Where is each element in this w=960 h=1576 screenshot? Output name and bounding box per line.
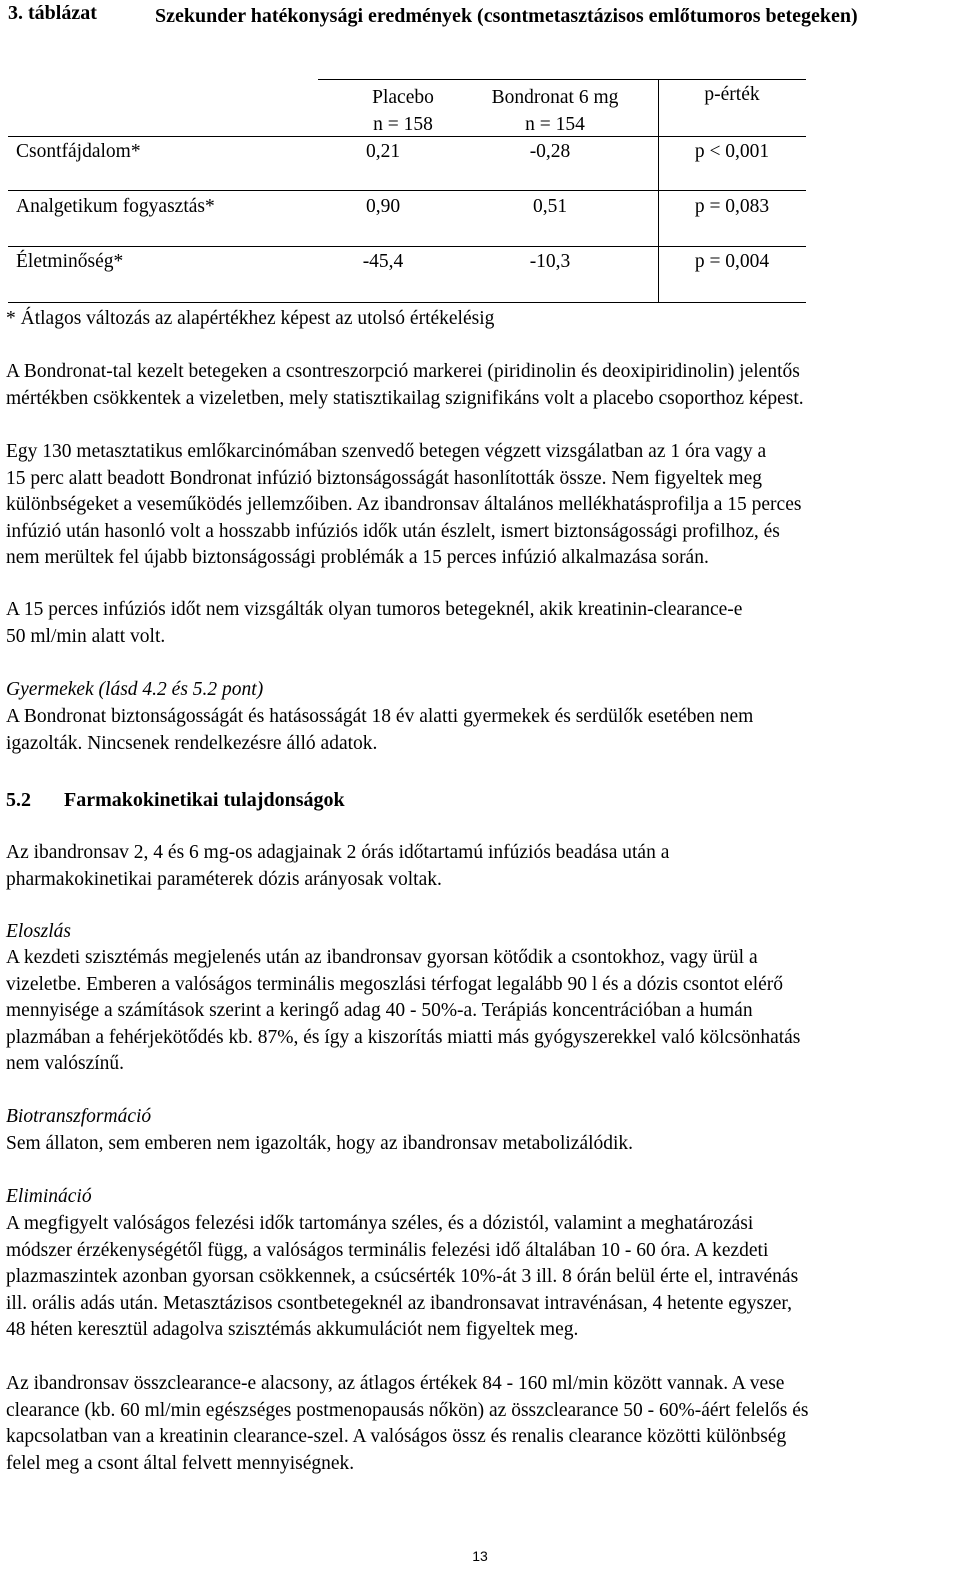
text-line: A kezdeti szisztémás megjelenés után az ibandronsav gyorsan kötődik a csontokhoz, vagy ürül a <box>6 947 758 968</box>
text-line: Az ibandronsav összclearance-e alacsony, az átlagos értékek 84 - 160 ml/min között vannak. A vese <box>6 1373 785 1394</box>
column-header-p-value: p-érték <box>704 84 760 105</box>
text-line: Egy 130 metasztatikus emlőkarcinómában szenvedő betegen végzett vizsgálatban az 1 óra vagy a <box>6 441 767 462</box>
section-title: Farmakokinetikai tulajdonságok <box>64 789 345 811</box>
cell-bondronat: -0,28 <box>529 141 571 162</box>
paragraph-distribution <box>6 945 956 1078</box>
table-label: 3. táblázat <box>8 2 97 24</box>
text-line: plazmában a fehérjekötődés kb. 87%, és így a kiszorítás miatti más gyógyszerekkel való kölcsönhatás <box>6 1026 801 1048</box>
table-row-rule <box>8 190 806 191</box>
column-header-placebo <box>318 84 488 138</box>
paragraph-creatinine <box>6 597 956 650</box>
text-line: felel meg a csont által felvett mennyiségnek. <box>6 1452 355 1474</box>
paragraph-biotransformation <box>6 1131 956 1158</box>
text-line: 50 ml/min alatt volt. <box>6 625 166 647</box>
text-line: A Bondronat-tal kezelt betegeken a csontreszorpció markerei (piridinolin és deoxipiridinolin) jelentős <box>6 361 800 382</box>
paragraph-bone-markers <box>6 359 956 412</box>
table-footnote: * Átlagos változás az alapértékhez képest az utolsó értékelésig <box>6 308 495 329</box>
cell-placebo: -45,4 <box>362 251 404 272</box>
paragraph-clearance <box>6 1371 956 1477</box>
text-line: Sem állaton, sem emberen nem igazolták, hogy az ibandronsav metabolizálódik. <box>6 1133 634 1154</box>
table-title: Szekunder hatékonysági eredmények (csontmetasztázisos emlőtumoros betegeken) <box>155 5 858 27</box>
cell-p-value: p < 0,001 <box>694 141 770 162</box>
cell-bondronat: -10,3 <box>529 251 571 272</box>
row-label: Analgetikum fogyasztás* <box>16 196 215 217</box>
cell-placebo: 0,21 <box>365 141 401 162</box>
text-line: pharmakokinetikai paraméterek dózis arányosak voltak. <box>6 868 442 890</box>
text-line: A Bondronat biztonságosságát és hatásosságát 18 év alatti gyermekek és serdülők esetében nem <box>6 706 754 727</box>
text-line: infúzió után hasonló volt a hosszabb infúziós idők után észlelt, ismert biztonságossági profilhoz, és <box>6 520 780 542</box>
paragraph-pk-intro <box>6 840 956 893</box>
text-line: Az ibandronsav 2, 4 és 6 mg-os adagjainak 2 órás időtartamú infúziós beadása után a <box>6 842 670 863</box>
text-line: kapcsolatban van a kreatinin clearance-szel. A valóságos össz és renalis clearance közötti különbség <box>6 1426 787 1447</box>
cell-placebo: 0,90 <box>365 196 401 217</box>
table-top-rule <box>318 79 806 80</box>
text-line: A megfigyelt valóságos felezési idők tartománya széles, és a dózistól, valamint a meghatározási <box>6 1213 754 1234</box>
section-number: 5.2 <box>6 789 31 811</box>
table-row-rule <box>8 246 806 247</box>
cell-p-value: p = 0,004 <box>694 251 770 272</box>
column-header-bondronat <box>470 84 640 138</box>
paragraph-infusion-study <box>6 439 956 572</box>
column-header-bondronat-n: n = 154 <box>525 114 585 135</box>
text-line: ill. orális adás után. Metasztázisos csontbetegeknél az ibandronsavat intravénásan, 4 hetente egyszer, <box>6 1292 792 1314</box>
column-header-placebo-n: n = 158 <box>373 114 433 135</box>
text-line: nem merültek fel újabb biztonságossági problémák a 15 perces infúzió alkalmazása során. <box>6 547 709 568</box>
text-line: módszer érzékenységétől függ, a valóságos terminális felezési idő általában 10 - 60 óra. A kezdeti <box>6 1239 769 1261</box>
text-line: vizeletbe. Emberen a valóságos terminális megoszlási térfogat legalább 90 l és a dózis csontot elérő <box>6 973 784 995</box>
text-line: A 15 perces infúziós időt nem vizsgálták olyan tumoros betegeknél, akik kreatinin-clearance-e <box>6 599 743 620</box>
text-line: plazmaszintek azonban gyorsan csökkennek, a csúcsérték 10%-át 3 ill. 8 órán belül érte el, intravénás <box>6 1266 799 1287</box>
column-header-placebo-name: Placebo <box>372 87 434 108</box>
column-header-bondronat-name: Bondronat 6 mg <box>491 87 619 108</box>
paragraph-elimination <box>6 1211 956 1344</box>
paragraph-children <box>6 704 956 757</box>
cell-bondronat: 0,51 <box>532 196 568 217</box>
text-line: különbségeket a veseműködés jellemzőiben. Az ibandronsav általános mellékhatásprofilja a 15 perces <box>6 494 802 515</box>
text-line: clearance (kb. 60 ml/min egészséges postmenopausás nőkön) az összclearance 50 - 60%-áért felelős és <box>6 1399 809 1421</box>
children-heading: Gyermekek (lásd 4.2 és 5.2 pont) <box>6 679 264 700</box>
text-line: 48 héten keresztül adagolva szisztémás akkumulációt nem figyeltek meg. <box>6 1319 579 1340</box>
text-line: mértékben csökkentek a vizeletben, mely statisztikailag szignifikáns volt a placebo csoporthoz képest. <box>6 387 804 409</box>
text-line: 15 perc alatt beadott Bondronat infúzió biztonságosságát hasonlították össze. Nem figyeltek meg <box>6 467 762 489</box>
biotransformation-heading: Biotranszformáció <box>6 1106 152 1127</box>
cell-p-value: p = 0,083 <box>694 196 770 217</box>
table-bottom-rule <box>8 302 806 303</box>
text-line: mennyisége a számítások szerint a keringő adag 40 - 50%-a. Terápiás koncentrációban a humán <box>6 1000 753 1021</box>
page-number: 13 <box>472 1548 488 1564</box>
row-label: Csontfájdalom* <box>16 141 141 162</box>
text-line: igazolták. Nincsenek rendelkezésre álló adatok. <box>6 732 378 754</box>
text-line: nem valószínű. <box>6 1053 125 1074</box>
elimination-heading: Elimináció <box>6 1186 92 1207</box>
row-label: Életminőség* <box>16 251 124 272</box>
distribution-heading: Eloszlás <box>6 921 72 942</box>
